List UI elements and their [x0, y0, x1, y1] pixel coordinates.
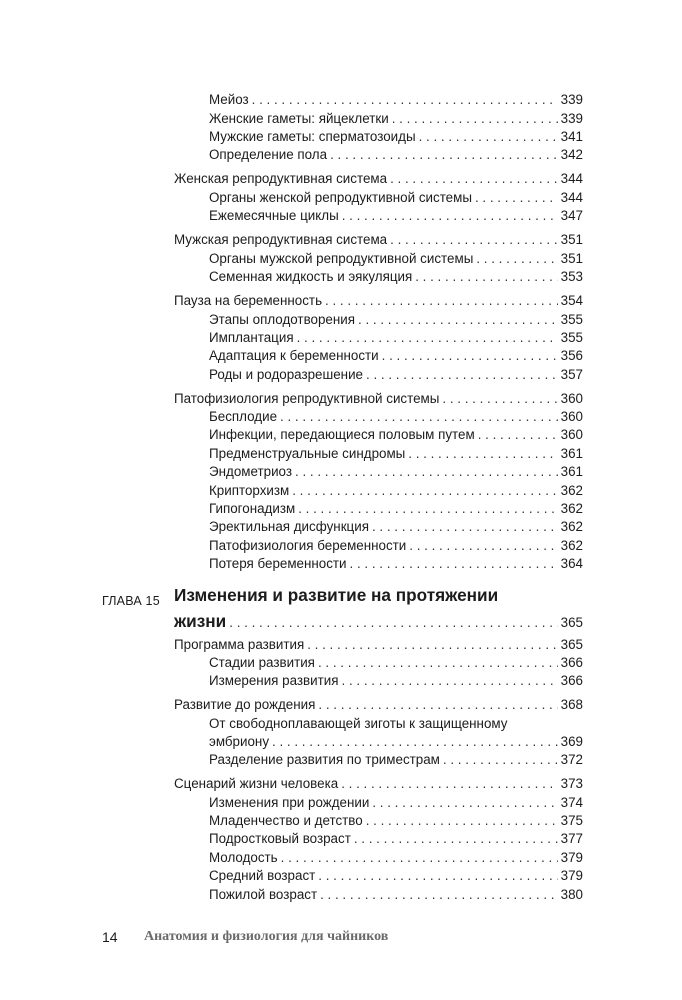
toc-entry-page: 362 [560, 501, 583, 516]
chapter-title-continued: жизни [174, 611, 227, 631]
toc-leader [443, 751, 558, 769]
toc-section [174, 170, 583, 188]
toc-entry-title: Пожилой возраст [209, 887, 318, 902]
toc-leader [295, 463, 558, 481]
toc-entry [209, 445, 583, 463]
toc-section [174, 231, 583, 249]
toc-leader [408, 445, 557, 463]
toc-entry-page: 372 [560, 752, 583, 767]
toc-section-page: 365 [560, 637, 583, 652]
toc-section-title: Женская репродуктивная система [174, 171, 388, 186]
toc-leader [342, 672, 558, 690]
toc-leader [307, 636, 557, 654]
toc-entry-title: Органы женской репродуктивной системы [209, 190, 472, 205]
toc-entry-page: 351 [560, 251, 583, 266]
toc-entry-page: 361 [560, 464, 583, 479]
toc-entry [209, 849, 583, 867]
toc-entry-page: 360 [560, 427, 583, 442]
toc-entry [209, 555, 583, 573]
toc-leader [372, 518, 558, 536]
toc-entry [209, 426, 583, 444]
toc-entry [209, 250, 583, 268]
toc-entry-title: Патофизиология беременности [209, 538, 407, 553]
toc-leader [390, 231, 558, 249]
toc-entry-title: Семенная жидкость и эякуляция [209, 269, 413, 284]
toc-leader [252, 91, 558, 109]
toc-leader [292, 482, 557, 500]
toc-leader [415, 268, 557, 286]
toc-entry [209, 518, 583, 536]
toc-entry-title: Определение пола [209, 147, 328, 162]
toc-leader [358, 311, 558, 329]
toc-entry-page: 357 [560, 367, 583, 382]
toc-entry-page: 369 [560, 734, 583, 749]
toc-entry-page: 379 [560, 850, 583, 865]
toc-entry-title: Младенчество и детство [209, 813, 363, 828]
toc-entry-page: 339 [560, 92, 583, 107]
toc-entry [209, 189, 583, 207]
toc-entry-title: Роды и родоразрешение [209, 367, 364, 382]
toc-entry [209, 146, 583, 164]
toc-section-title: Развитие до рождения [174, 697, 316, 712]
toc-leader [476, 250, 557, 268]
toc-entry [209, 110, 583, 128]
toc-entry [209, 751, 583, 769]
toc-entry [209, 672, 583, 690]
toc-entry-title: Женские гаметы: яйцеклетки [209, 111, 389, 126]
toc-leader [297, 329, 558, 347]
toc-entry-page: 375 [560, 813, 583, 828]
toc-entry-title: Инфекции, передающиеся половым путем [209, 427, 475, 442]
toc-entry-title: Эндометриоз [209, 464, 292, 479]
toc-entry [209, 654, 583, 672]
toc-entry [209, 537, 583, 555]
toc-section-page: 344 [560, 171, 583, 186]
toc-leader [229, 612, 557, 634]
toc-entry-page: 361 [560, 446, 583, 461]
toc-leader [330, 146, 558, 164]
toc-leader [320, 886, 558, 904]
toc-entry [209, 830, 583, 848]
toc-entry-page: 356 [560, 348, 583, 363]
toc-section-title: Программа развития [174, 637, 305, 652]
toc-entry-title: Мужские гаметы: сперматозоиды [209, 129, 416, 144]
toc-entry-page: 347 [560, 208, 583, 223]
toc-entry [209, 463, 583, 481]
toc-entry-page: 362 [560, 483, 583, 498]
toc-leader [272, 733, 558, 751]
toc-entry-page: 339 [560, 111, 583, 126]
toc-entry [209, 812, 583, 830]
toc-entry-title: Потеря беременности [209, 556, 347, 571]
toc-entry [209, 268, 583, 286]
toc-leader [281, 849, 558, 867]
toc-entry-title-line1: От свободноплавающей зиготы к защищенному [209, 716, 508, 731]
toc-entry-title: Средний возраст [209, 868, 316, 883]
toc-entry-title: Имплантация [209, 330, 294, 345]
toc-section-page: 373 [560, 776, 583, 791]
toc-entry-page: 380 [560, 887, 583, 902]
toc-entry-page: 355 [560, 330, 583, 345]
toc-leader [366, 366, 558, 384]
toc-entry [209, 128, 583, 146]
footer-book-title: Анатомия и физиология для чайников [144, 929, 389, 944]
toc-section-page: 354 [560, 293, 583, 308]
toc-leader [350, 555, 558, 573]
toc-entry-page: 342 [560, 147, 583, 162]
toc-entry-page: 362 [560, 538, 583, 553]
toc-section-page: 351 [560, 232, 583, 247]
chapter-page: 365 [560, 615, 583, 630]
toc-section-page: 368 [560, 697, 583, 712]
toc-entry-title: Изменения при рождении [209, 795, 370, 810]
toc-leader [392, 110, 558, 128]
toc-leader [442, 390, 557, 408]
toc-leader [318, 654, 558, 672]
toc-leader [298, 500, 557, 518]
toc-entry-page: 341 [560, 129, 583, 144]
toc-entry-title: Бесплодие [209, 409, 278, 424]
toc-entry [209, 329, 583, 347]
toc-entry-title: Эректильная дисфункция [209, 519, 369, 534]
toc-leader [409, 537, 557, 555]
toc-section [174, 292, 583, 310]
toc-leader [475, 189, 558, 207]
chapter-title: Изменения и развитие на протяжении [174, 585, 499, 605]
toc-entry-page: 366 [560, 655, 583, 670]
toc-entry-page: 355 [560, 312, 583, 327]
toc-entry [209, 867, 583, 885]
toc-entry [209, 311, 583, 329]
toc-entry-page: 362 [560, 519, 583, 534]
toc-entry-page: 360 [560, 409, 583, 424]
toc-entry-page: 374 [560, 795, 583, 810]
toc-section-title: Сценарий жизни человека [174, 776, 339, 791]
toc-entry-title: Крипторхизм [209, 483, 290, 498]
toc-leader [280, 408, 558, 426]
toc-leader [366, 812, 558, 830]
toc-entry [209, 733, 583, 751]
toc-section [174, 636, 583, 654]
toc-leader [419, 128, 558, 146]
toc-entry-title: Измерения развития [209, 673, 339, 688]
toc-entry [209, 794, 583, 812]
toc-leader [318, 867, 557, 885]
chapter-title-line2 [174, 610, 583, 632]
toc-section [174, 390, 583, 408]
toc-leader [342, 207, 558, 225]
toc-section-title: Патофизиология репродуктивной системы [174, 391, 440, 406]
toc-entry-page: 366 [560, 673, 583, 688]
toc-leader [390, 170, 558, 188]
toc-entry-page: 379 [560, 868, 583, 883]
toc-entry [209, 482, 583, 500]
toc-leader [382, 347, 558, 365]
toc-entry [209, 500, 583, 518]
toc-entry-page: 353 [560, 269, 583, 284]
toc-entry [209, 91, 583, 109]
toc-entry-title: Подростковый возраст [209, 831, 351, 846]
toc-section [174, 775, 583, 793]
toc-entry-title: Органы мужской репродуктивной системы [209, 251, 474, 266]
toc-entry-page: 377 [560, 831, 583, 846]
toc-entry-title: эмбриону [209, 734, 270, 749]
toc-section [174, 696, 583, 714]
toc-leader [354, 830, 558, 848]
toc-section-title: Пауза на беременность [174, 293, 323, 308]
toc-entry-title: Ежемесячные циклы [209, 208, 339, 223]
toc-entry-title: Предменструальные синдромы [209, 446, 406, 461]
toc-entry [209, 886, 583, 904]
toc-section-title: Мужская репродуктивная система [174, 232, 388, 247]
toc-entry-title: Адаптация к беременности [209, 348, 379, 363]
toc-leader [341, 775, 557, 793]
toc-entry-title: Мейоз [209, 92, 249, 107]
toc-entry-title: Стадии развития [209, 655, 315, 670]
toc-entry [209, 366, 583, 384]
toc-entry-title: Разделение развития по триместрам [209, 752, 440, 767]
chapter-label: ГЛАВА 15 [102, 594, 160, 608]
toc-entry-page: 364 [560, 556, 583, 571]
toc-leader [372, 794, 557, 812]
footer-page-number: 14 [102, 929, 118, 945]
toc-entry [209, 207, 583, 225]
toc-entry-title: Этапы оплодотворения [209, 312, 355, 327]
toc-entry-title: Гипогонадизм [209, 501, 296, 516]
toc-entry [209, 408, 583, 426]
toc-entry-title: Молодость [209, 850, 278, 865]
toc-leader [318, 696, 557, 714]
toc-leader [325, 292, 558, 310]
toc-entry [209, 347, 583, 365]
toc-leader [478, 426, 558, 444]
toc-entry-page: 344 [560, 190, 583, 205]
toc-section-page: 360 [560, 391, 583, 406]
